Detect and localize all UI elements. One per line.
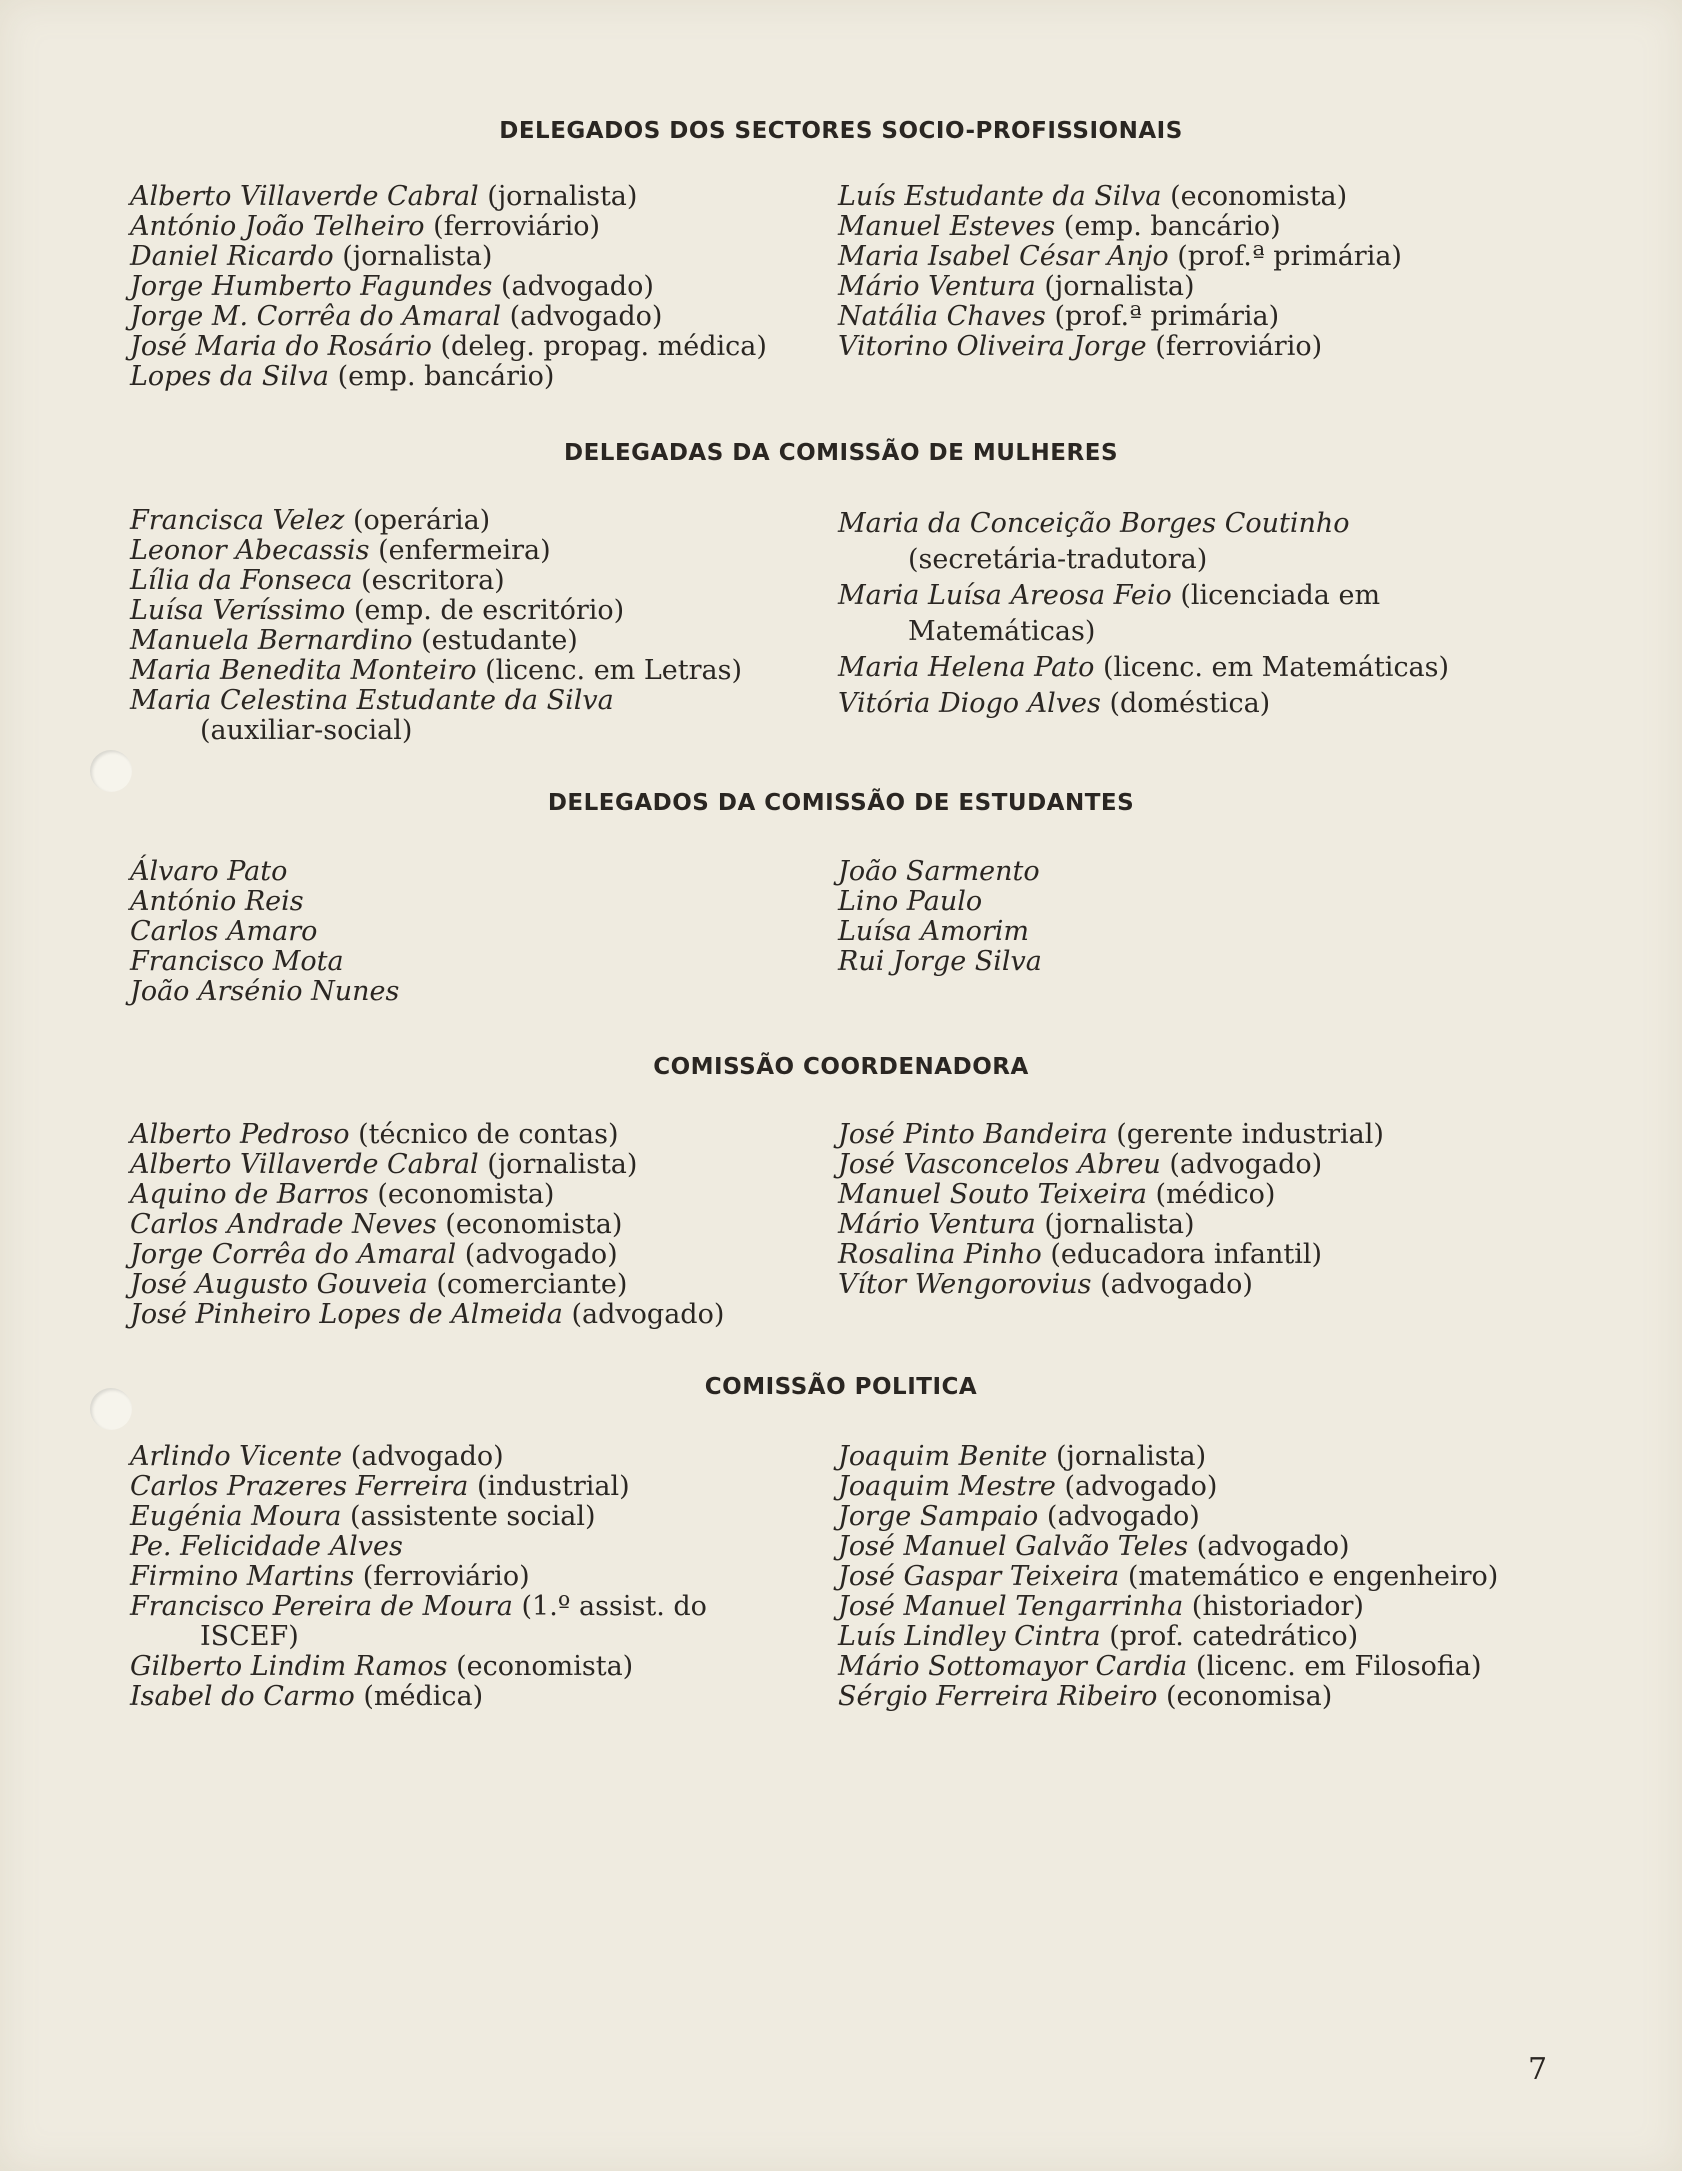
list-item xyxy=(838,614,1449,650)
list-item xyxy=(838,857,1042,887)
person-role: (economista) xyxy=(1170,181,1348,212)
person-name: Luísa Veríssimo xyxy=(130,595,346,626)
person-name: Vitória Diogo Alves xyxy=(838,688,1101,719)
person-role: (advogado) xyxy=(1064,1471,1218,1502)
person-name: Sérgio Ferreira Ribeiro xyxy=(838,1681,1158,1712)
person-name: Joaquim Benite xyxy=(838,1441,1048,1472)
list-item xyxy=(130,977,399,1007)
person-name: Vitorino Oliveira Jorge xyxy=(838,331,1147,362)
person-role: (enfermeira) xyxy=(378,535,551,566)
person-role: (auxiliar-social) xyxy=(200,715,413,746)
person-role: (ferroviário) xyxy=(433,211,601,242)
list-item xyxy=(130,917,399,947)
person-role: (operária) xyxy=(352,505,491,536)
person-role: (economista) xyxy=(377,1179,555,1210)
person-name: José Maria do Rosário xyxy=(130,331,432,362)
person-role: (advogado) xyxy=(1046,1501,1200,1532)
list-item xyxy=(838,272,1402,302)
person-name: José Pinheiro Lopes de Almeida xyxy=(130,1299,563,1330)
list-item xyxy=(130,1532,707,1562)
list-item xyxy=(130,656,742,686)
list-item xyxy=(130,1472,707,1502)
list-item xyxy=(130,1442,707,1472)
list-item xyxy=(130,1150,724,1180)
list-item xyxy=(130,887,399,917)
person-name: José Pinto Bandeira xyxy=(838,1119,1108,1150)
section-heading: COMISSÃO COORDENADORA xyxy=(653,1054,1029,1080)
list-item xyxy=(130,302,767,332)
list-item xyxy=(838,1442,1498,1472)
person-role: (licenciada em xyxy=(1180,580,1381,611)
person-role: (educadora infantil) xyxy=(1050,1239,1322,1270)
list-item xyxy=(838,1592,1498,1622)
list-item xyxy=(130,596,742,626)
list-item xyxy=(130,1562,707,1592)
person-name: António Reis xyxy=(130,886,304,917)
person-name: Manuel Esteves xyxy=(838,211,1056,242)
person-name: Francisco Pereira de Moura xyxy=(130,1591,513,1622)
list-item xyxy=(130,1180,724,1210)
right-column xyxy=(838,182,1402,362)
person-name: Rui Jorge Silva xyxy=(838,946,1042,977)
list-item xyxy=(130,1270,724,1300)
list-item xyxy=(838,1502,1498,1532)
list-item xyxy=(838,242,1402,272)
person-name: José Manuel Galvão Teles xyxy=(838,1531,1189,1562)
list-item xyxy=(130,1682,707,1712)
person-name: Mário Ventura xyxy=(838,1209,1036,1240)
person-role: (advogado) xyxy=(509,301,663,332)
person-name: Maria Luísa Areosa Feio xyxy=(838,580,1172,611)
list-item xyxy=(130,716,742,746)
person-role: (advogado) xyxy=(1100,1269,1253,1300)
person-name: Francisco Mota xyxy=(130,946,344,977)
list-item xyxy=(130,242,767,272)
left-column xyxy=(130,506,742,746)
person-name: Vítor Wengorovius xyxy=(838,1269,1092,1300)
list-item xyxy=(838,506,1449,542)
person-role: (prof.ª primária) xyxy=(1177,241,1402,272)
list-item xyxy=(838,917,1042,947)
left-column xyxy=(130,1120,724,1330)
person-role: (licenc. em Matemáticas) xyxy=(1102,652,1450,683)
person-name: Alberto Villaverde Cabral xyxy=(130,1149,479,1180)
person-role: (advogado) xyxy=(350,1441,504,1472)
person-role: (médica) xyxy=(363,1681,484,1712)
person-name: João Arsénio Nunes xyxy=(130,976,400,1007)
person-role: (jornalista) xyxy=(487,1149,638,1180)
person-name: Arlindo Vicente xyxy=(130,1441,343,1472)
list-item xyxy=(130,272,767,302)
right-column xyxy=(838,506,1449,722)
person-role: (licenc. em Letras) xyxy=(485,655,743,686)
person-role: (economista) xyxy=(445,1209,623,1240)
person-role: (médico) xyxy=(1155,1179,1276,1210)
section-heading: DELEGADAS DA COMISSÃO DE MULHERES xyxy=(563,440,1119,466)
list-item xyxy=(838,578,1449,614)
person-name: Firmino Martins xyxy=(130,1561,355,1592)
list-item xyxy=(130,332,767,362)
list-item xyxy=(130,1300,724,1330)
person-name: Lopes da Silva xyxy=(130,361,329,392)
right-column xyxy=(838,1120,1384,1300)
list-item xyxy=(838,1180,1384,1210)
person-name: Joaquim Mestre xyxy=(838,1471,1056,1502)
person-name: Rosalina Pinho xyxy=(838,1239,1042,1270)
page-number: 7 xyxy=(1528,2052,1548,2087)
person-name: Carlos Prazeres Ferreira xyxy=(130,1471,469,1502)
list-item xyxy=(838,332,1402,362)
person-name: Jorge Corrêa do Amaral xyxy=(130,1239,457,1270)
person-name: Carlos Andrade Neves xyxy=(130,1209,437,1240)
list-item xyxy=(130,566,742,596)
person-name: Luís Lindley Cintra xyxy=(838,1621,1101,1652)
person-name: Manuel Souto Teixeira xyxy=(838,1179,1147,1210)
person-role: (jornalista) xyxy=(1044,1209,1195,1240)
person-role: (técnico de contas) xyxy=(358,1119,619,1150)
person-role: (deleg. propag. médica) xyxy=(440,331,767,362)
person-role: (doméstica) xyxy=(1109,688,1271,719)
list-item xyxy=(130,182,767,212)
person-role: (ferroviário) xyxy=(362,1561,530,1592)
person-role: (advogado) xyxy=(571,1299,725,1330)
list-item xyxy=(838,650,1449,686)
person-role: Matemáticas) xyxy=(908,616,1096,647)
person-role: (licenc. em Filosofia) xyxy=(1195,1651,1482,1682)
person-name: Manuela Bernardino xyxy=(130,625,413,656)
list-item xyxy=(838,302,1402,332)
list-item xyxy=(838,1562,1498,1592)
list-item xyxy=(130,506,742,536)
list-item xyxy=(130,1240,724,1270)
person-role: (advogado) xyxy=(1169,1149,1323,1180)
person-name: Carlos Amaro xyxy=(130,916,318,947)
person-name: Jorge Sampaio xyxy=(838,1501,1039,1532)
person-name: João Sarmento xyxy=(838,856,1040,887)
person-name: Isabel do Carmo xyxy=(130,1681,355,1712)
person-role: (jornalista) xyxy=(1044,271,1195,302)
person-name: Maria Helena Pato xyxy=(838,652,1095,683)
person-role: (jornalista) xyxy=(487,181,638,212)
list-item xyxy=(838,1682,1498,1712)
punch-hole xyxy=(90,750,132,792)
list-item xyxy=(838,1532,1498,1562)
list-item xyxy=(838,1150,1384,1180)
list-item xyxy=(130,857,399,887)
list-item xyxy=(838,1120,1384,1150)
list-item xyxy=(130,1622,707,1652)
list-item xyxy=(838,1652,1498,1682)
person-role: (emp. bancário) xyxy=(337,361,555,392)
person-role: (historiador) xyxy=(1191,1591,1364,1622)
list-item xyxy=(130,362,767,392)
list-item xyxy=(838,182,1402,212)
list-item xyxy=(130,686,742,716)
person-role: (advogado) xyxy=(1196,1531,1350,1562)
list-item xyxy=(838,1472,1498,1502)
list-item xyxy=(838,1270,1384,1300)
list-item xyxy=(130,1592,707,1622)
person-name: Maria Benedita Monteiro xyxy=(130,655,477,686)
section-heading: DELEGADOS DOS SECTORES SOCIO-PROFISSIONAIS xyxy=(499,118,1183,144)
right-column xyxy=(838,857,1042,977)
person-name: José Manuel Tengarrinha xyxy=(838,1591,1184,1622)
list-item xyxy=(130,626,742,656)
person-name: Luísa Amorim xyxy=(838,916,1029,947)
person-name: Luís Estudante da Silva xyxy=(838,181,1162,212)
list-item xyxy=(130,947,399,977)
person-name: Lília da Fonseca xyxy=(130,565,353,596)
person-role: (escritora) xyxy=(361,565,505,596)
person-role: (estudante) xyxy=(421,625,578,656)
list-item xyxy=(130,536,742,566)
list-item xyxy=(838,1622,1498,1652)
person-role: (assistente social) xyxy=(349,1501,596,1532)
person-role: (comerciante) xyxy=(436,1269,628,1300)
person-name: Gilberto Lindim Ramos xyxy=(130,1651,448,1682)
person-name: José Gaspar Teixeira xyxy=(838,1561,1120,1592)
person-role: (jornalista) xyxy=(1055,1441,1207,1472)
person-name: Mário Ventura xyxy=(838,271,1036,302)
person-role: (prof.ª primária) xyxy=(1054,301,1280,332)
person-role: ISCEF) xyxy=(200,1621,299,1652)
person-role: (secretária-tradutora) xyxy=(908,544,1208,575)
person-role: (industrial) xyxy=(476,1471,630,1502)
person-role: (ferroviário) xyxy=(1155,331,1323,362)
person-name: Aquino de Barros xyxy=(130,1179,369,1210)
list-item xyxy=(838,887,1042,917)
list-item xyxy=(838,1240,1384,1270)
person-role: (gerente industrial) xyxy=(1116,1119,1384,1150)
person-name: José Vasconcelos Abreu xyxy=(838,1149,1161,1180)
person-role: (prof. catedrático) xyxy=(1109,1621,1359,1652)
person-name: Maria da Conceição Borges Coutinho xyxy=(838,508,1350,539)
list-item xyxy=(838,947,1042,977)
person-name: Mário Sottomayor Cardia xyxy=(838,1651,1188,1682)
right-column xyxy=(838,1442,1498,1712)
person-name: Alberto Pedroso xyxy=(130,1119,350,1150)
person-role: (economista) xyxy=(456,1651,634,1682)
person-name: Francisca Velez xyxy=(130,505,345,536)
list-item xyxy=(838,542,1449,578)
list-item xyxy=(838,212,1402,242)
person-role: (emp. bancário) xyxy=(1063,211,1281,242)
person-role: (advogado) xyxy=(501,271,654,302)
person-name: Alberto Villaverde Cabral xyxy=(130,181,479,212)
list-item xyxy=(838,686,1449,722)
person-name: Leonor Abecassis xyxy=(130,535,370,566)
person-name: Maria Celestina Estudante da Silva xyxy=(130,685,614,716)
list-item xyxy=(130,1120,724,1150)
person-name: José Augusto Gouveia xyxy=(130,1269,428,1300)
person-role: (jornalista) xyxy=(342,241,493,272)
section-heading: DELEGADOS DA COMISSÃO DE ESTUDANTES xyxy=(547,790,1135,816)
left-column xyxy=(130,857,399,1007)
person-role: (1.º assist. do xyxy=(521,1591,707,1622)
person-name: Daniel Ricardo xyxy=(130,241,334,272)
list-item xyxy=(130,1210,724,1240)
person-name: Natália Chaves xyxy=(838,301,1046,332)
person-name: Álvaro Pato xyxy=(130,856,288,887)
person-role: (advogado) xyxy=(464,1239,618,1270)
person-name: Eugénia Moura xyxy=(130,1501,342,1532)
person-role: (economisa) xyxy=(1166,1681,1333,1712)
section-heading: COMISSÃO POLITICA xyxy=(704,1374,978,1400)
left-column xyxy=(130,1442,707,1712)
person-name: Jorge Humberto Fagundes xyxy=(130,271,493,302)
person-role: (emp. de escritório) xyxy=(353,595,625,626)
list-item xyxy=(130,1652,707,1682)
person-name: Jorge M. Corrêa do Amaral xyxy=(130,301,501,332)
person-name: Maria Isabel César Anjo xyxy=(838,241,1169,272)
person-role: (matemático e engenheiro) xyxy=(1127,1561,1499,1592)
person-name: Lino Paulo xyxy=(838,886,983,917)
list-item xyxy=(130,212,767,242)
person-name: António João Telheiro xyxy=(130,211,425,242)
list-item xyxy=(838,1210,1384,1240)
person-name: Pe. Felicidade Alves xyxy=(130,1531,403,1562)
left-column xyxy=(130,182,767,392)
list-item xyxy=(130,1502,707,1532)
